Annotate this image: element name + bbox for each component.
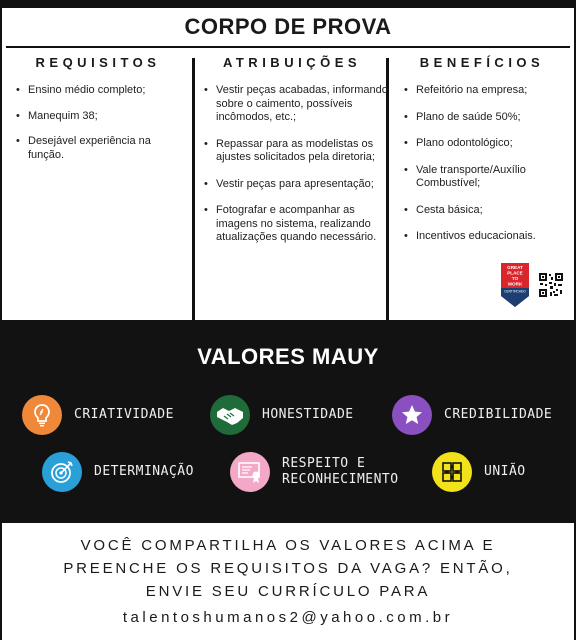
value-label: CRIATIVIDADE [74, 407, 174, 422]
value-label-line2: RECONHECIMENTO [282, 472, 399, 487]
target-icon [42, 452, 82, 492]
puzzle-icon [432, 452, 472, 492]
contact-email: talentoshumanos2@yahoo.com.br [122, 609, 454, 626]
requisitos-heading: REQUISITOS [35, 55, 161, 70]
cta-line: VOCÊ COMPARTILHA OS VALORES ACIMA E [80, 537, 496, 554]
svg-text:CERTIFICADO: CERTIFICADO [504, 289, 526, 294]
top-bar [0, 0, 576, 8]
value-respeito [230, 452, 399, 492]
value-credibilidade [392, 395, 552, 435]
requisitos-column [8, 52, 188, 320]
list-item: • Plano odontológico; [396, 137, 568, 151]
atribuicoes-list [196, 84, 388, 245]
value-honestidade [210, 395, 354, 435]
cta-line: PREENCHE OS REQUISITOS DA VAGA? ENTÃO, [63, 560, 513, 577]
list-item: • Incentivos educacionais. [396, 230, 568, 244]
list-item: • Plano de saúde 50%; [396, 111, 568, 125]
svg-text:WORK: WORK [507, 281, 523, 287]
value-label: UNIÃO [484, 464, 526, 479]
list-item: • Repassar para as modelistas os ajustes solicitados pela diretoria; [196, 138, 388, 165]
call-to-action [0, 534, 576, 603]
value-label-line1: RESPEITO E [282, 456, 366, 471]
list-item: • Vestir peças para apresentação; [196, 178, 388, 192]
page-title: CORPO DE PROVA [184, 14, 392, 39]
qr-code-icon [538, 272, 564, 298]
handshake-icon [210, 395, 250, 435]
atribuicoes-column [196, 52, 388, 320]
list-item: • Refeitório na empresa; [396, 84, 568, 98]
value-label: HONESTIDADE [262, 407, 354, 422]
value-criatividade [22, 395, 174, 435]
atribuicoes-heading: ATRIBUIÇÕES [222, 55, 362, 70]
value-label: DETERMINAÇÃO [94, 464, 194, 479]
value-determinacao [42, 452, 194, 492]
certificate-icon [230, 452, 270, 492]
lightbulb-icon [22, 395, 62, 435]
value-label [282, 456, 399, 488]
beneficios-heading: BENEFÍCIOS [419, 55, 545, 70]
beneficios-list [396, 84, 568, 244]
column-divider [192, 58, 195, 320]
svg-text:PLACE: PLACE [507, 270, 523, 276]
star-icon [392, 395, 432, 435]
values-title: VALORES MAUY [197, 344, 379, 369]
value-uniao [432, 452, 526, 492]
list-item: • Vestir peças acabadas, informando sobre o caimento, possíveis incômodos, etc.; [196, 84, 388, 125]
list-item: • Desejável experiência na função. [8, 135, 188, 162]
svg-text:GREAT: GREAT [507, 265, 523, 270]
list-item: • Cesta básica; [396, 204, 568, 218]
list-item: • Ensino médio completo; [8, 84, 188, 98]
svg-text:TO: TO [511, 276, 519, 281]
title-divider [6, 46, 570, 48]
great-place-to-work-badge [500, 262, 530, 308]
list-item: • Fotografar e acompanhar as imagens no sistema, realizando atualizações quando necessário. [196, 204, 388, 245]
requisitos-list [8, 84, 188, 162]
badges [500, 262, 566, 312]
value-label: CREDIBILIDADE [444, 407, 553, 422]
list-item: • Manequim 38; [8, 110, 188, 124]
list-item: • Vale transporte/Auxílio Combustível; [396, 164, 568, 191]
cta-line: ENVIE SEU CURRÍCULO PARA [145, 583, 431, 600]
